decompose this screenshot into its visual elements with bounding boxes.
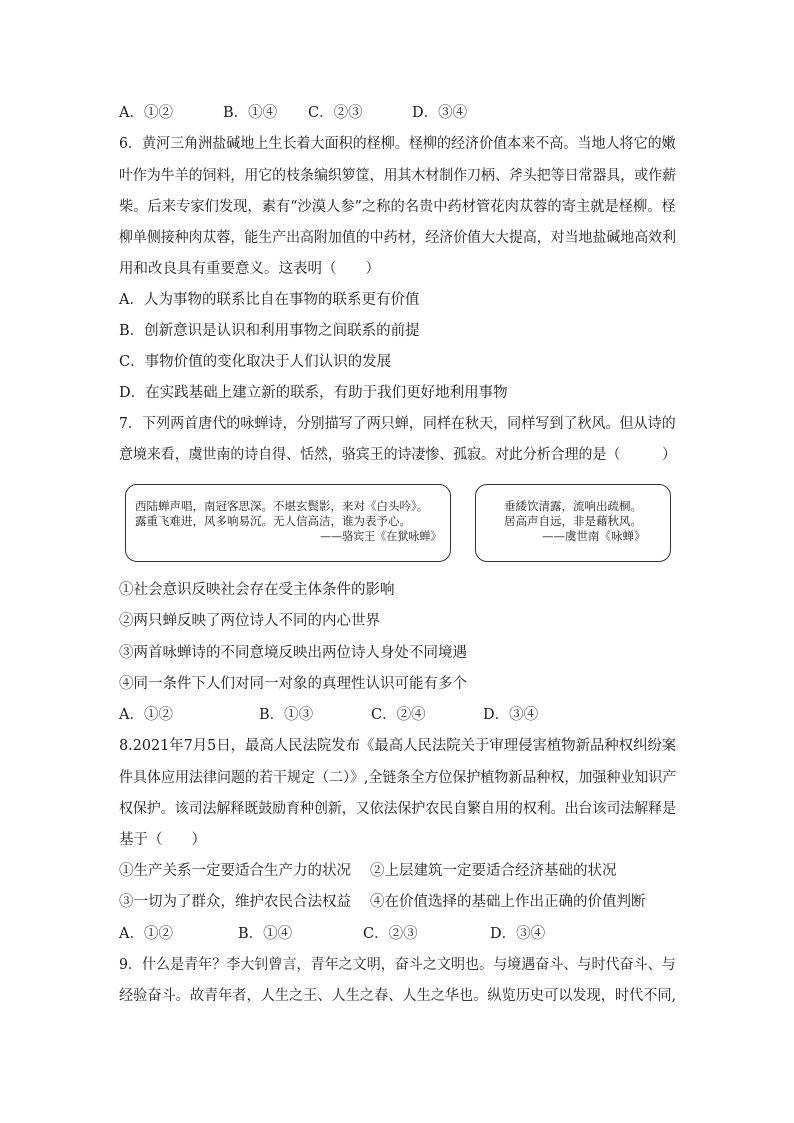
q9-stem-line: 经验奋斗。故青年者，人生之王、人生之春、人生之华也。纵览历史可以发现，时代不同, [119,988,677,1004]
q6-stem-line: 柴。后来专家们发现，素有“沙漠人参”之称的名贵中药材管花肉苁蓉的寄主就是柽柳。柽 [119,199,676,215]
q8-statement: ④在价值选择的基础上作出正确的价值判断 [370,894,646,910]
q7-option-c[interactable]: C．②④ [371,707,426,723]
q6-option-a[interactable]: A．人为事物的联系比自在事物的联系更有价值 [119,292,420,308]
q6-option-b[interactable]: B．创新意识是认识和利用事物之间联系的前提 [119,323,420,339]
poem-line: 居高声自远，非是藉秋风。 [504,514,642,528]
q8-option-a[interactable]: A．①② [119,926,173,942]
q7-stem-line: 7．下列两首唐代的咏蝉诗，分别描写了两只蝉，同样在秋天，同样写到了秋风。但从诗的 [119,416,676,432]
q6-stem-line: 6．黄河三角洲盐碱地上生长着大面积的柽柳。柽柳的经济价值本来不高。当地人将它的嫩 [119,136,676,152]
q7-statement: ④同一条件下人们对同一对象的真理性认识可能有多个 [119,676,467,692]
poem-line: 垂緌饮清露，流响出疏桐。 [504,499,642,513]
q7-statement: ②两只蝉反映了两位诗人不同的内心世界 [119,613,380,629]
q6-option-c[interactable]: C．事物价值的变化取决于人们认识的发展 [119,354,392,370]
q6-stem-line: 叶作为牛羊的饲料，用它的枝条编织箩筐，用其木材制作刀柄、斧头把等日常器具，或作薪 [119,168,676,184]
q8-option-b[interactable]: B．①④ [238,926,293,942]
q7-option-b[interactable]: B．①③ [259,707,314,723]
q5-option-c[interactable]: C．②③ [308,105,363,121]
poem-box-yu-shinan [475,484,671,562]
poem-attribution: ——骆宾王《在狱咏蝉》 [320,529,442,543]
q9-stem-line: 9．什么是青年？李大钊曾言，青年之文明，奋斗之文明也。与境遇奋斗、与时代奋斗、与 [119,957,676,973]
q8-statement: ③一切为了群众，维护农民合法权益 [119,894,351,910]
q8-statement: ①生产关系一定要适合生产力的状况 [119,863,351,879]
q8-stem-line: 8.2021年7月5日，最高人民法院发布《最高人民法院关于审理侵害植物新品种权纠纷案 [119,738,677,754]
q8-stem-line: 件具体应用法律问题的若干规定（二）》,全链条全方位保护植物新品种权，加强种业知识产 [119,770,677,786]
poem-attribution: ——虞世南《咏蝉》 [542,529,646,543]
q6-option-d[interactable]: D．在实践基础上建立新的联系，有助于我们更好地利用事物 [119,385,508,401]
q8-statement: ②上层建筑一定要适合经济基础的状况 [370,863,617,879]
q5-option-a[interactable]: A．①② [119,105,173,121]
q8-option-d[interactable]: D．③④ [490,926,546,942]
poem-line: 西陆蝉声唱，南冠客思深。不堪玄鬓影，来对《白头吟》。 [135,499,429,513]
poem-box-luo-binwang [125,484,451,562]
q7-option-a[interactable]: A．①② [119,707,173,723]
poem-line: 露重飞难进，风多响易沉。无人信高洁，谁为表予心。 [135,514,411,528]
q5-option-d[interactable]: D．③④ [412,105,468,121]
q7-stem-line: 意境来看，虞世南的诗自得、恬然，骆宾王的诗凄惨、孤寂。对此分析合理的是（ ） [119,447,676,463]
q6-stem-line: 柳单侧接种肉苁蓉，能生产出高附加值的中药材，经济价值大大提高，对当地盐碱地高效利 [119,230,676,246]
q8-stem-line: 基于（ ） [119,832,206,848]
q7-statement: ①社会意识反映社会存在受主体条件的影响 [119,582,395,598]
q8-stem-line: 权保护。该司法解释既鼓励育种创新，又依法保护农民自繁自用的权利。出台该司法解释是 [119,801,676,817]
q8-option-c[interactable]: C．②③ [363,926,418,942]
q5-option-b[interactable]: B．①④ [223,105,278,121]
q7-statement: ③两首咏蝉诗的不同意境反映出两位诗人身处不同境遇 [119,645,467,661]
q7-option-d[interactable]: D．③④ [483,707,539,723]
q6-stem-line: 用和改良具有重要意义。这表明（ ） [119,261,380,277]
